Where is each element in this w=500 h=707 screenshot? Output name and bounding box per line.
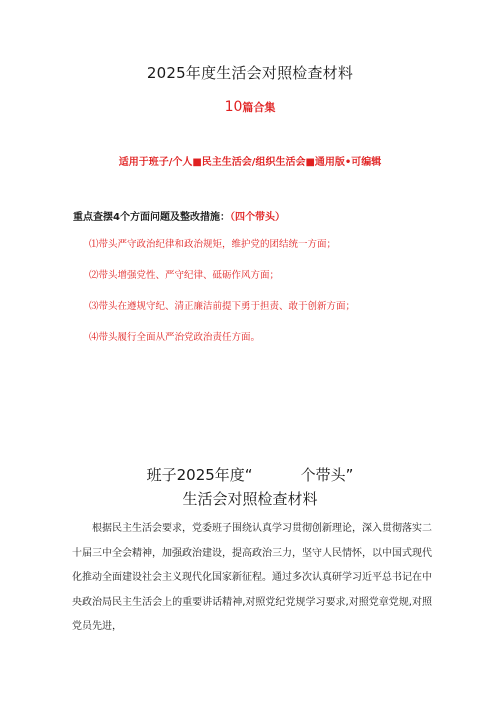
document-title: 2025年度生活会对照检查材料 xyxy=(146,64,354,82)
scope-line: 适用于班子/个人■民主生活会/组织生活会■通用版•可编辑 xyxy=(118,157,382,168)
focus-item: ⑴带头严守政治纪律和政治规矩，维护党的团结统一方面； xyxy=(89,239,337,250)
focus-list xyxy=(89,238,355,362)
body-paragraph: 根据民主生活会要求，党委班子围绕认真学习贯彻创新理论，深入贯彻落实二十届三中全会精神，加强政治建设，提高政治三力，坚守人民情怀，以中国式现代化推动全面建设社会主义现代化国家新征程。通过多次认真研学习近平总书记在中央政治局民主生活会上的重要讲话精神,对照党纪党规学习要求,对照党章党规,对照党员先进， xyxy=(72,523,432,632)
subtitle-number: 10 xyxy=(224,99,243,115)
subtitle-text: 篇合集 xyxy=(242,101,276,114)
section-title-prefix: 班子2025年度“ xyxy=(146,466,253,484)
section-title-suffix: 个带头” xyxy=(300,466,354,484)
focus-item: ⑵带头增强党性、严守纪律、砥砺作风方面； xyxy=(89,270,280,281)
section-title xyxy=(0,463,500,511)
section-title-line2: 生活会对照检查材料 xyxy=(182,490,318,508)
section-title-line1 xyxy=(0,463,500,487)
focus-heading-highlight: （四个带头） xyxy=(229,212,285,223)
focus-heading xyxy=(73,208,285,223)
focus-heading-text: 重点查摆4个方面问题及整改措施： xyxy=(73,212,230,223)
document-subtitle xyxy=(0,96,500,115)
focus-item: ⑶带头在遵规守纪、清正廉洁前提下勇于担责、敢于创新方面； xyxy=(89,301,356,312)
focus-item: ⑷带头履行全面从严治党政治责任方面。 xyxy=(89,332,261,343)
